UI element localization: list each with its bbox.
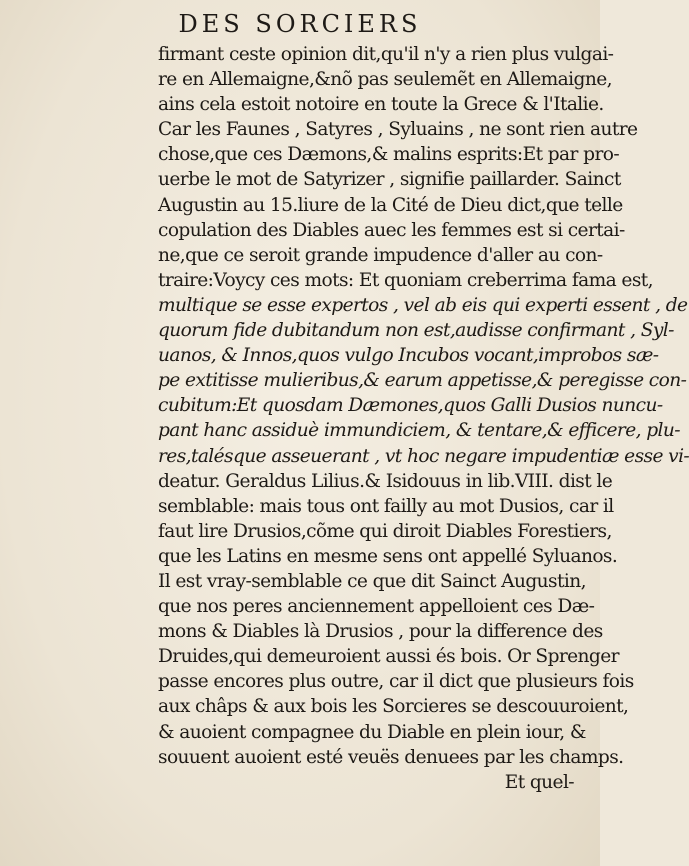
show-through-ink	[240, 778, 380, 808]
text-line: Druides,qui demeuroient aussi és bois. Or Sprenger	[158, 646, 619, 668]
text-line: copulation des Diables auec les femmes est si certai-	[158, 219, 625, 241]
catchword: Et quel-	[504, 771, 574, 793]
text-line: souuent auoient esté veuës denuees par les champs.	[158, 746, 624, 768]
text-line: aux châps & aux bois les Sorcieres se descouuroient,	[158, 696, 629, 718]
text-line: faut lire Drusios,cõme qui diroit Diables Forestiers,	[158, 520, 612, 542]
text-line: pant hanc assiduè immundiciem, & tentare,& efficere, plu-	[158, 420, 680, 442]
text-line: deatur. Geraldus Lilius.& Isidouus in lib.VIII. dist le	[158, 470, 613, 492]
text-line: ains cela estoit notoire en toute la Grece & l'Italie.	[158, 94, 604, 116]
text-line: passe encores plus outre, car il dict que plusieurs fois	[158, 671, 634, 693]
text-line: & auoient compagnee du Diable en plein iour, &	[158, 721, 586, 743]
text-line: quorum fide dubitandum non est,audisse confirmant , Syl-	[158, 320, 674, 342]
text-line: semblable: mais tous ont failly au mot Dusios, car il	[158, 495, 614, 517]
text-line: mons & Diables là Drusios , pour la difference des	[158, 621, 603, 643]
text-line: Il est vray-semblable ce que dit Sainct Augustin,	[158, 570, 586, 592]
text-line: firmant ceste opinion dit,qu'il n'y a rien plus vulgai-	[158, 44, 614, 65]
text-line: uerbe le mot de Satyrizer , signifie paillarder. Sainct	[158, 169, 621, 191]
body-text	[158, 42, 689, 795]
text-line: Augustin au 15.liure de la Cité de Dieu dict,que telle	[158, 194, 623, 216]
text-line: traire:Voycy ces mots: Et quoniam creberrima fama est,	[158, 269, 653, 291]
text-line: que nos peres anciennement appelloient ces Dæ-	[158, 596, 595, 618]
text-line: cubitum:Et quosdam Dæmones,quos Galli Dusios nuncu-	[158, 395, 663, 417]
text-line: que les Latins en mesme sens ont appellé Syluanos.	[158, 545, 618, 567]
text-line: ne,que ce seroit grande impudence d'aller au con-	[158, 244, 603, 266]
text-line: chose,que ces Dæmons,& malins esprits:Et par pro-	[158, 144, 620, 166]
text-line: pe extitisse mulieribus,& earum appetisse,& peregisse con-	[158, 370, 687, 392]
text-line: Car les Faunes , Satyres , Syluains , ne sont rien autre	[158, 119, 638, 141]
text-line: re en Allemaigne,&nõ pas seulemẽt en Allemaigne,	[158, 69, 612, 91]
text-line: multique se esse expertos , vel ab eis qui experti essent , de	[158, 294, 688, 316]
running-header: DES SORCIERS	[178, 10, 422, 38]
text-line: res,talésque asseuerant , vt hoc negare impudentiæ esse vi-	[158, 445, 689, 467]
text-line: uanos, & Innos,quos vulgo Incubos vocant,improbos sæ-	[158, 345, 659, 367]
